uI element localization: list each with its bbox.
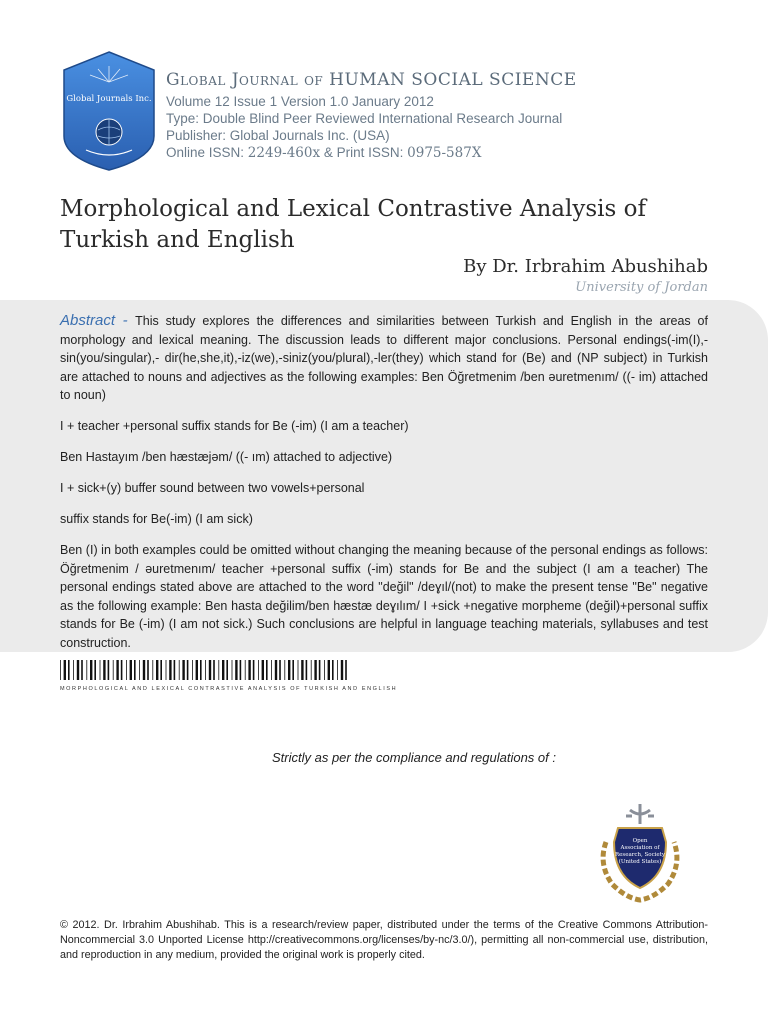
barcode-bar	[279, 660, 281, 680]
global-journals-logo	[62, 50, 156, 172]
seal-line-2: Association of	[620, 845, 660, 851]
barcode-bar	[240, 660, 242, 680]
barcode-bar	[328, 660, 330, 680]
abstract-label: Abstract -	[60, 312, 136, 329]
barcode-bar	[94, 660, 96, 680]
journal-header	[166, 70, 726, 162]
barcode-bar	[271, 660, 272, 680]
issn-prefix: Online ISSN:	[166, 145, 248, 160]
barcode-bar	[108, 660, 110, 680]
volume-line: Volume 12 Issue 1 Version 1.0 January 2012	[166, 94, 434, 109]
barcode-bar	[275, 660, 277, 680]
barcode-bar	[166, 660, 167, 680]
barcode-bar	[200, 660, 202, 680]
barcode-bar	[192, 660, 193, 680]
seal-line-3: Research, Society	[615, 852, 665, 858]
abstract-paragraph-4: I + sick+(y) buffer sound between two vowels+personal	[60, 481, 365, 495]
barcode-bar	[116, 660, 118, 680]
logo-shield-icon	[62, 50, 156, 172]
barcode-bar	[103, 660, 105, 680]
seal-line-1: Open	[632, 838, 648, 844]
barcode-caption: MORPHOLOGICAL AND LEXICAL CONTRASTIVE ANALYSIS OF TURKISH AND ENGLISH	[60, 686, 398, 692]
barcode-bar	[86, 660, 87, 680]
barcode	[60, 660, 398, 692]
barcode-bar	[288, 660, 290, 680]
barcode-bar	[187, 660, 189, 680]
copyright-notice: © 2012. Dr. Irbrahim Abushihab. This is a research/review paper, distributed under the terms of the Creative Commons Attribution-Noncommercial 3.0 Unported License http://creativecommons.org/licenses/by-nc/3.0/), permitting all non-commercial use, distribution, and reproduction in any medium, provided the original work is properly cited.	[60, 919, 708, 961]
logo-text: Global Journals Inc.	[66, 94, 152, 104]
barcode-bar	[100, 660, 101, 680]
barcode-bar	[205, 660, 206, 680]
barcode-bar	[232, 660, 233, 680]
seal-text	[614, 838, 666, 866]
author: By Dr. Irbrahim Abushihab	[463, 256, 708, 277]
abstract-paragraph-1	[60, 312, 708, 405]
barcode-bar	[77, 660, 79, 680]
barcode-bar	[337, 660, 338, 680]
barcode-bar	[196, 660, 198, 680]
abstract-paragraph-6: Ben (I) in both examples could be omitted without changing the meaning because of the personal endings as follows: Öğretmenim / əuretmenım/ teacher +personal suffix (-im) stands for Be and the subject (I am a teacher) The personal endings stated above are attached to the word "değil" /deɣıl/(not) to make the present tense "Be" negative as the following example: Ben hasta değilim/ben hæstæ deɣılım/ I +sick +negative morpheme (değil)+personal suffix stands for Be (-im) (I am not sick.) Such conclusions are helpful in language teaching materials, syllabuses and test construction.	[60, 543, 708, 650]
barcode-bar	[121, 660, 123, 680]
barcode-bar	[81, 660, 83, 680]
seal-line-4: (United States)	[618, 859, 662, 865]
abstract-paragraph-2: I + teacher +personal suffix stands for Be (-im) (I am a teacher)	[60, 419, 409, 433]
type-line: Type: Double Blind Peer Reviewed International Research Journal	[166, 111, 563, 126]
barcode-bar	[152, 660, 153, 680]
barcode-bar	[90, 660, 92, 680]
barcode-bar	[182, 660, 184, 680]
barcode-bar	[156, 660, 158, 680]
barcode-bar	[130, 660, 132, 680]
barcode-bar	[311, 660, 312, 680]
barcode-bar	[245, 660, 246, 680]
barcode-bar	[174, 660, 176, 680]
barcode-bar	[139, 660, 140, 680]
barcode-bar	[213, 660, 215, 680]
online-issn: 2249-460x	[247, 145, 321, 161]
barcode-bar	[73, 660, 74, 680]
barcode-bar	[253, 660, 255, 680]
barcode-bar	[306, 660, 308, 680]
barcode-bar	[147, 660, 149, 680]
barcode-bar	[332, 660, 334, 680]
paper-title: Morphological and Lexical Contrastive Analysis of Turkish and English	[60, 196, 646, 253]
barcode-bar	[160, 660, 162, 680]
barcode-bar	[314, 660, 316, 680]
abstract-text-1: This study explores the differences and similarities between Turkish and English in the areas of morphology and lexical meaning. The discussion leads to different major conclusions. Personal endings(-im(I),-sin(you/singular),- dir(he,she,it),-iz(we),-siniz(you/plural),-ler(they) which stand for (Be) and (NP subject) in Turkish are attached to nouns and adjectives as the following examples: Ben Öğretmenim /ben əuretmenım/ ((- im) attached to noun)	[60, 314, 708, 402]
barcode-bar	[324, 660, 325, 680]
barcode-bar	[262, 660, 264, 680]
barcode-bar	[209, 660, 211, 680]
print-issn: 0975-587X	[407, 145, 482, 161]
issn-mid: & Print ISSN:	[320, 145, 408, 160]
affiliation: University of Jordan	[575, 280, 708, 295]
barcode-bar	[169, 660, 171, 680]
barcode-icon	[60, 660, 352, 680]
barcode-bar	[113, 660, 114, 680]
barcode-bar	[235, 660, 237, 680]
barcode-bar	[258, 660, 259, 680]
barcode-bar	[134, 660, 136, 680]
abstract-paragraph-3: Ben Hastayım /ben hæstæjəm/ ((- ım) attached to adjective)	[60, 450, 393, 464]
barcode-bar	[319, 660, 321, 680]
barcode-bar	[292, 660, 294, 680]
compliance-text: Strictly as per the compliance and regulations of :	[272, 750, 556, 765]
barcode-bar	[345, 660, 347, 680]
barcode-bar	[341, 660, 343, 680]
journal-title: Global Journal of HUMAN SOCIAL SCIENCE	[166, 70, 577, 90]
barcode-bar	[301, 660, 303, 680]
issn-line	[166, 144, 726, 162]
barcode-bar	[248, 660, 250, 680]
publisher-line: Publisher: Global Journals Inc. (USA)	[166, 128, 390, 143]
barcode-bar	[126, 660, 127, 680]
barcode-bar	[60, 660, 61, 680]
barcode-bar	[179, 660, 180, 680]
barcode-bar	[266, 660, 268, 680]
barcode-bar	[226, 660, 228, 680]
barcode-bar	[298, 660, 299, 680]
barcode-bar	[68, 660, 70, 680]
barcode-bar	[218, 660, 219, 680]
barcode-bar	[64, 660, 66, 680]
oars-seal	[592, 802, 688, 904]
abstract	[60, 312, 708, 665]
abstract-paragraph-5: suffix stands for Be(-im) (I am sick)	[60, 512, 253, 526]
barcode-bar	[284, 660, 285, 680]
barcode-bar	[143, 660, 145, 680]
barcode-bar	[222, 660, 224, 680]
